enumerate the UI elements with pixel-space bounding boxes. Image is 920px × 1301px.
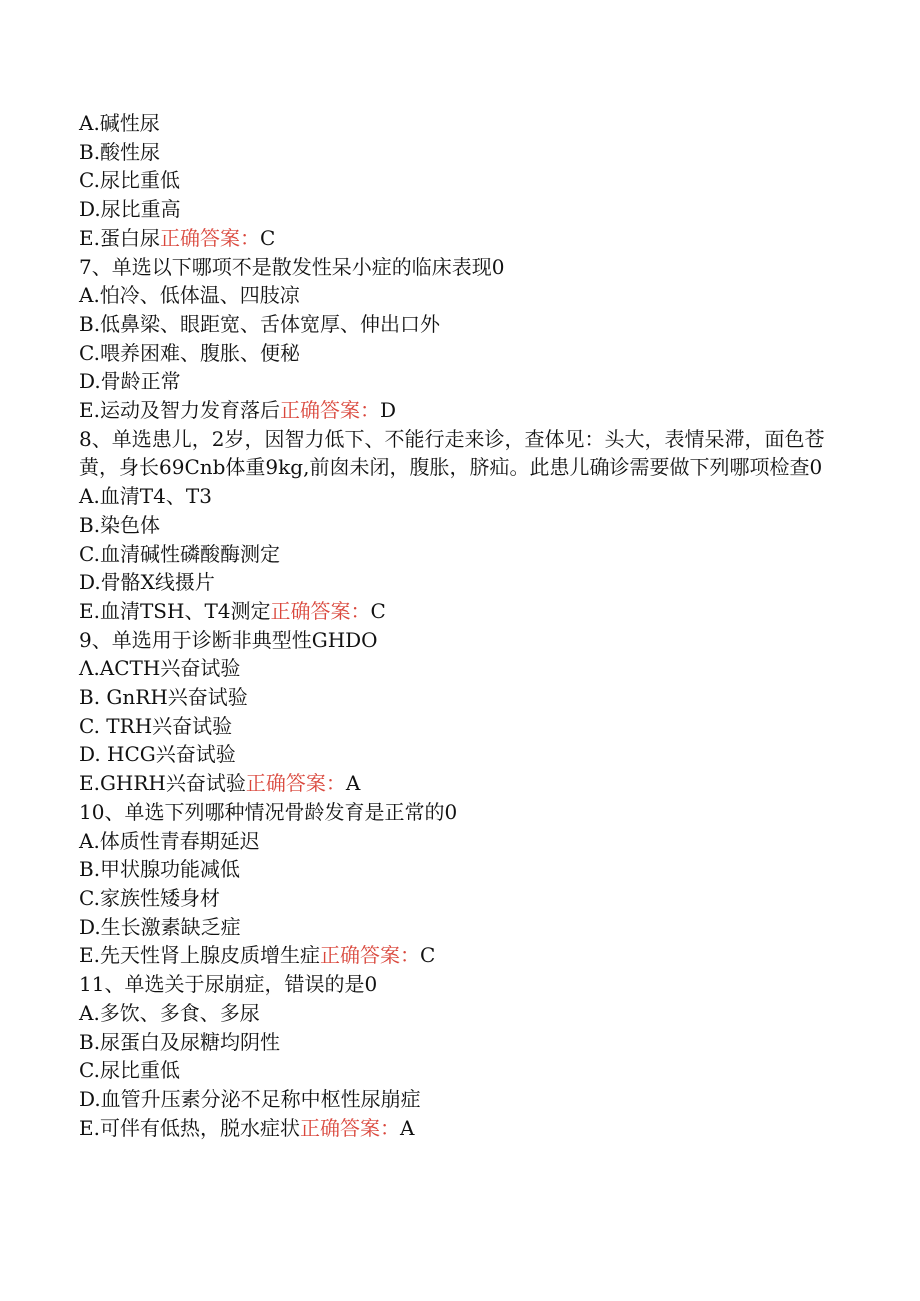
- option-b: B.低鼻梁、眼距宽、舌体宽厚、伸出口外: [79, 311, 441, 336]
- option-d: D.骨骼X线摄片: [79, 570, 215, 595]
- option-a: A.血清T4、T3: [79, 484, 212, 509]
- option-b: B.尿蛋白及尿糖均阴性: [79, 1029, 281, 1054]
- option-e: E.可伴有低热，脱水症状: [79, 1115, 300, 1140]
- option-e-with-answer: [79, 1114, 859, 1143]
- answer-label: 正确答案：: [279, 398, 380, 423]
- option-e: E.蛋白尿: [79, 225, 160, 250]
- option-e-with-answer: [79, 941, 859, 970]
- option-a: A.怕冷、低体温、四肢凉: [79, 283, 300, 308]
- option-d: D. HCG兴奋试验: [79, 742, 236, 767]
- question-11: [79, 970, 859, 1142]
- question-6-options: [79, 109, 859, 253]
- answer-value: C: [419, 943, 436, 968]
- option-d: D.尿比重高: [79, 197, 181, 222]
- option-c: C. TRH兴奋试验: [79, 713, 233, 738]
- option-b: B.酸性尿: [79, 139, 161, 164]
- option-d: D.血管升压素分泌不足称中枢性尿崩症: [79, 1086, 421, 1111]
- option-e-with-answer: [79, 224, 859, 253]
- option-d: D.骨龄正常: [79, 369, 181, 394]
- question-stem: 8、单选患儿，2岁，因智力低下、不能行走来诊，查体见：头大，表情呆滞，面色苍黄，身长69Cnb体重9kg,前囱未闭，腹胀，脐疝。此患儿确诊需要做下列哪项检查0: [79, 426, 825, 480]
- option-e-with-answer: [79, 597, 859, 626]
- option-e: E.血清TSH、T4测定: [79, 598, 271, 623]
- answer-label: 正确答案：: [319, 943, 420, 968]
- option-b: B. GnRH兴奋试验: [79, 685, 248, 710]
- question-stem: 7、单选以下哪项不是散发性呆小症的临床表现0: [79, 254, 505, 279]
- question-stem: 11、单选关于尿崩症，错误的是0: [79, 972, 378, 997]
- option-a: A.体质性青春期延迟: [79, 828, 260, 853]
- answer-value: C: [370, 598, 386, 623]
- option-c: C.喂养困难、腹胀、便秘: [79, 340, 300, 365]
- option-e: E.GHRH兴奋试验: [79, 771, 246, 796]
- option-a: Λ.ACTH兴奋试验: [79, 656, 241, 681]
- option-e-with-answer: [79, 396, 859, 425]
- option-c: C.尿比重低: [79, 1058, 180, 1083]
- question-9: [79, 626, 859, 798]
- question-stem: 9、单选用于诊断非典型性GHDO: [79, 627, 378, 652]
- answer-value: C: [259, 225, 276, 250]
- option-b: B.甲状腺功能减低: [79, 857, 241, 882]
- question-7: [79, 253, 859, 425]
- option-e: E.先天性肾上腺皮质增生症: [79, 943, 320, 968]
- option-c: C.家族性矮身材: [79, 885, 220, 910]
- option-c: C.尿比重低: [79, 168, 180, 193]
- answer-label: 正确答案：: [159, 225, 260, 250]
- option-d: D.生长激素缺乏症: [79, 914, 241, 939]
- answer-label: 正确答案：: [299, 1115, 400, 1140]
- answer-value: A: [399, 1115, 415, 1140]
- question-list: [79, 109, 859, 1142]
- question-10: [79, 798, 859, 970]
- option-e: E.运动及智力发育落后: [79, 398, 280, 423]
- answer-value: A: [345, 771, 361, 796]
- question-stem: 10、单选下列哪种情况骨龄发育是正常的0: [79, 799, 458, 824]
- option-a: A.碱性尿: [79, 111, 160, 135]
- question-8: [79, 425, 859, 626]
- option-b: B.染色体: [79, 512, 161, 537]
- answer-label: 正确答案：: [270, 598, 371, 623]
- answer-value: D: [379, 398, 397, 423]
- option-e-with-answer: [79, 769, 859, 798]
- option-c: C.血清碱性磷酸酶测定: [79, 541, 280, 566]
- answer-label: 正确答案：: [245, 771, 346, 796]
- option-a: A.多饮、多食、多尿: [79, 1000, 260, 1025]
